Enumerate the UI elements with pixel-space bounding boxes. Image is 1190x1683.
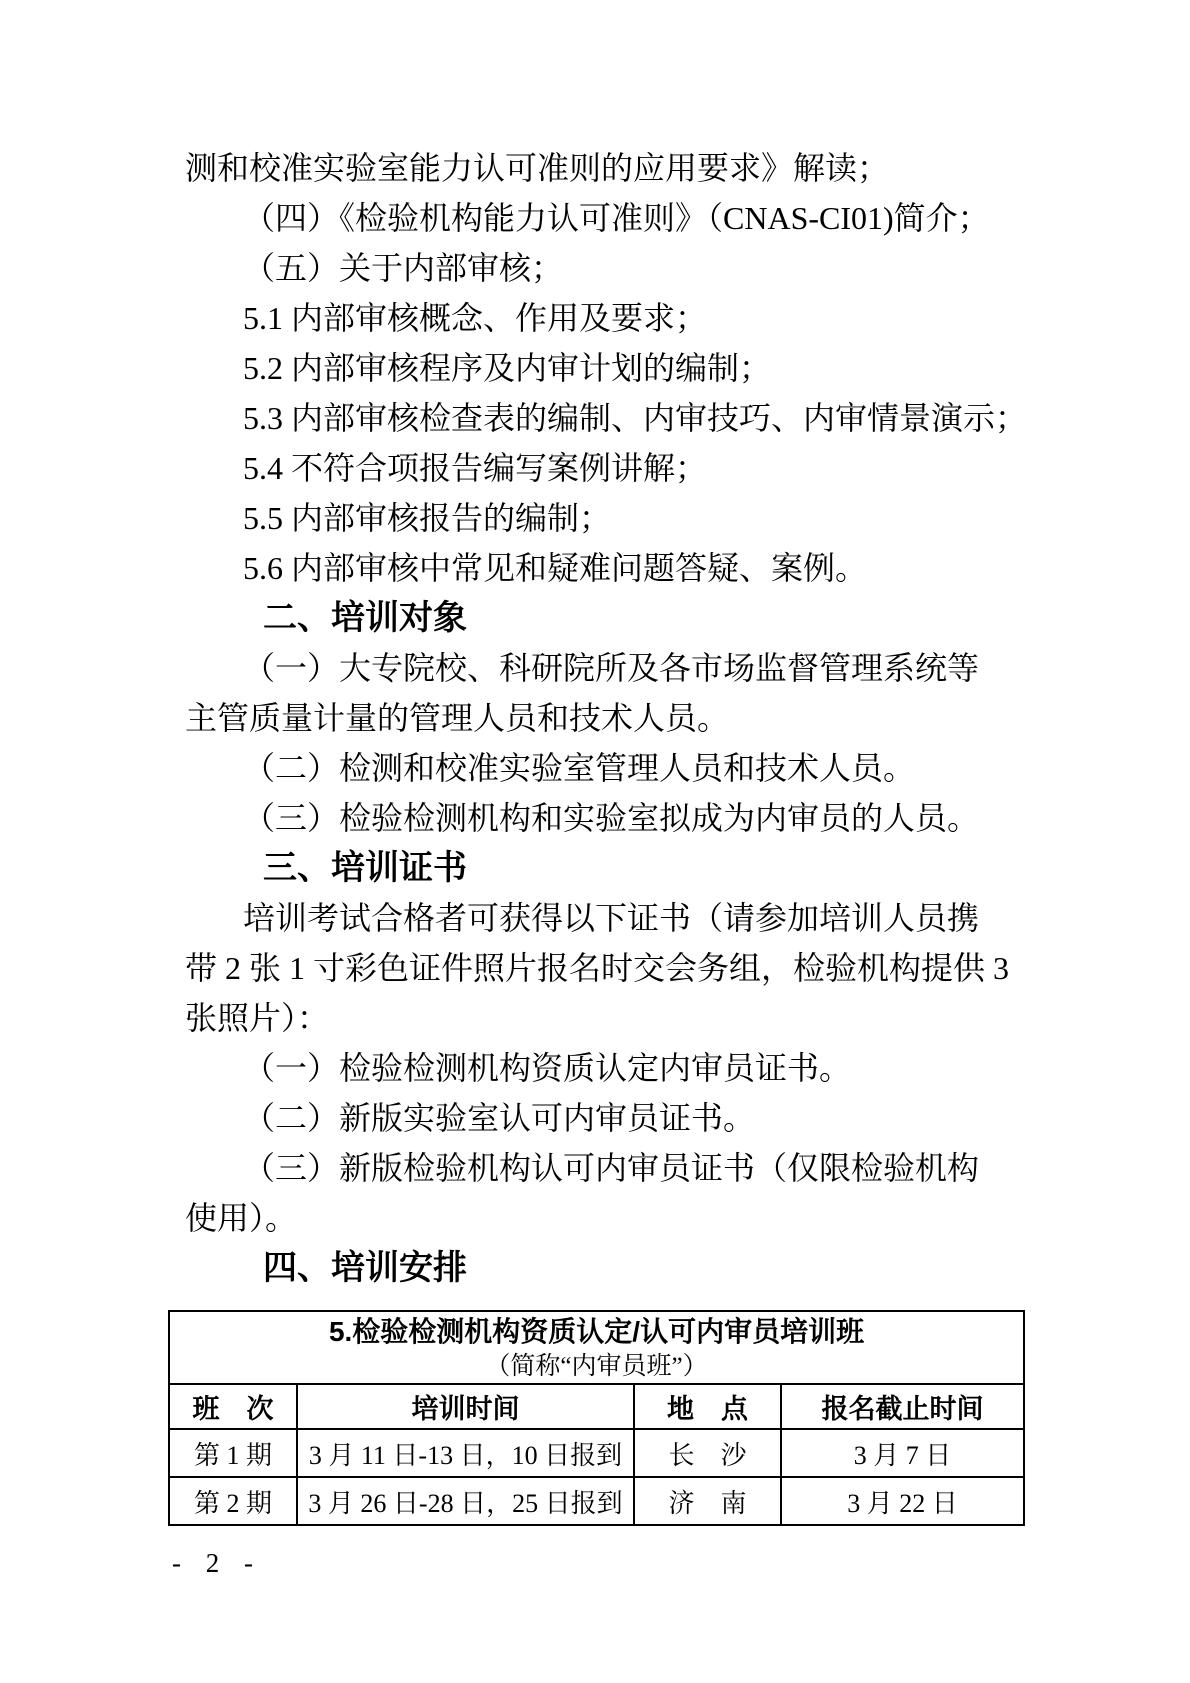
text-line: （二）新版实验室认可内审员证书。 (243, 1100, 756, 1136)
table-title: 5.检验检测机构资质认定/认可内审员培训班 (328, 1315, 865, 1347)
text-line: （四）《检验机构能力认可准则》（CNAS-CI01)简介； (243, 200, 990, 236)
text-line: （一）检验检测机构资质认定内审员证书。 (243, 1050, 852, 1086)
table-row (169, 1477, 1024, 1525)
text-line: 5.2 内部审核程序及内审计划的编制； (243, 350, 772, 386)
text-line: 5.1 内部审核概念、作用及要求； (243, 300, 708, 336)
text-line: 测和校准实验室能力认可准则的应用要求》解读； (185, 150, 890, 186)
training-schedule-table (168, 1310, 1025, 1526)
table-cell: 长 沙 (634, 1429, 781, 1477)
table-subtitle: （简称“内审员班”） (485, 1352, 708, 1380)
section-heading: 二、培训对象 (263, 599, 467, 637)
page-number: - 2 - (172, 1548, 258, 1578)
text-line: 5.5 内部审核报告的编制； (243, 500, 612, 536)
text-line: 5.4 不符合项报告编写案例讲解； (243, 450, 708, 486)
text-line: 培训考试合格者可获得以下证书（请参加培训人员携 (243, 900, 980, 936)
table-cell: 3 月 26 日-28 日，25 日报到 (297, 1477, 634, 1525)
table-title-row (169, 1311, 1024, 1384)
text-line: 主管质量计量的管理人员和技术人员。 (185, 700, 730, 736)
table-title-cell (169, 1311, 1024, 1384)
section-heading: 三、培训证书 (263, 849, 467, 887)
text-line: 使用）。 (185, 1200, 298, 1236)
column-header-deadline: 报名截止时间 (781, 1384, 1024, 1429)
text-line: （一）大专院校、科研院所及各市场监督管理系统等 (243, 650, 980, 686)
text-line: （三）新版检验机构认可内审员证书（仅限检验机构 (243, 1150, 980, 1186)
table-row (169, 1429, 1024, 1477)
text-line: 5.3 内部审核检查表的编制、内审技巧、内审情景演示； (243, 400, 1028, 436)
column-header-class: 班 次 (169, 1384, 297, 1429)
table-cell: 第 2 期 (169, 1477, 297, 1525)
table-cell: 第 1 期 (169, 1429, 297, 1477)
table-cell: 3 月 11 日-13 日，10 日报到 (297, 1429, 634, 1477)
table-cell: 济 南 (634, 1477, 781, 1525)
column-header-location: 地 点 (634, 1384, 781, 1429)
text-line: 张照片）： (185, 1000, 330, 1036)
table-cell: 3 月 7 日 (781, 1429, 1024, 1477)
text-line: 带 2 张 1 寸彩色证件照片报名时交会务组，检验机构提供 3 (185, 950, 1010, 986)
column-header-time: 培训时间 (297, 1384, 634, 1429)
text-line: （三）检验检测机构和实验室拟成为内审员的人员。 (243, 800, 980, 836)
table-header-row (169, 1384, 1024, 1429)
text-line: （五）关于内部审核； (243, 250, 564, 286)
text-line: 5.6 内部审核中常见和疑难问题答疑、案例。 (243, 550, 868, 586)
table-cell: 3 月 22 日 (781, 1477, 1024, 1525)
section-heading: 四、培训安排 (263, 1249, 467, 1287)
text-line: （二）检测和校准实验室管理人员和技术人员。 (243, 750, 916, 786)
